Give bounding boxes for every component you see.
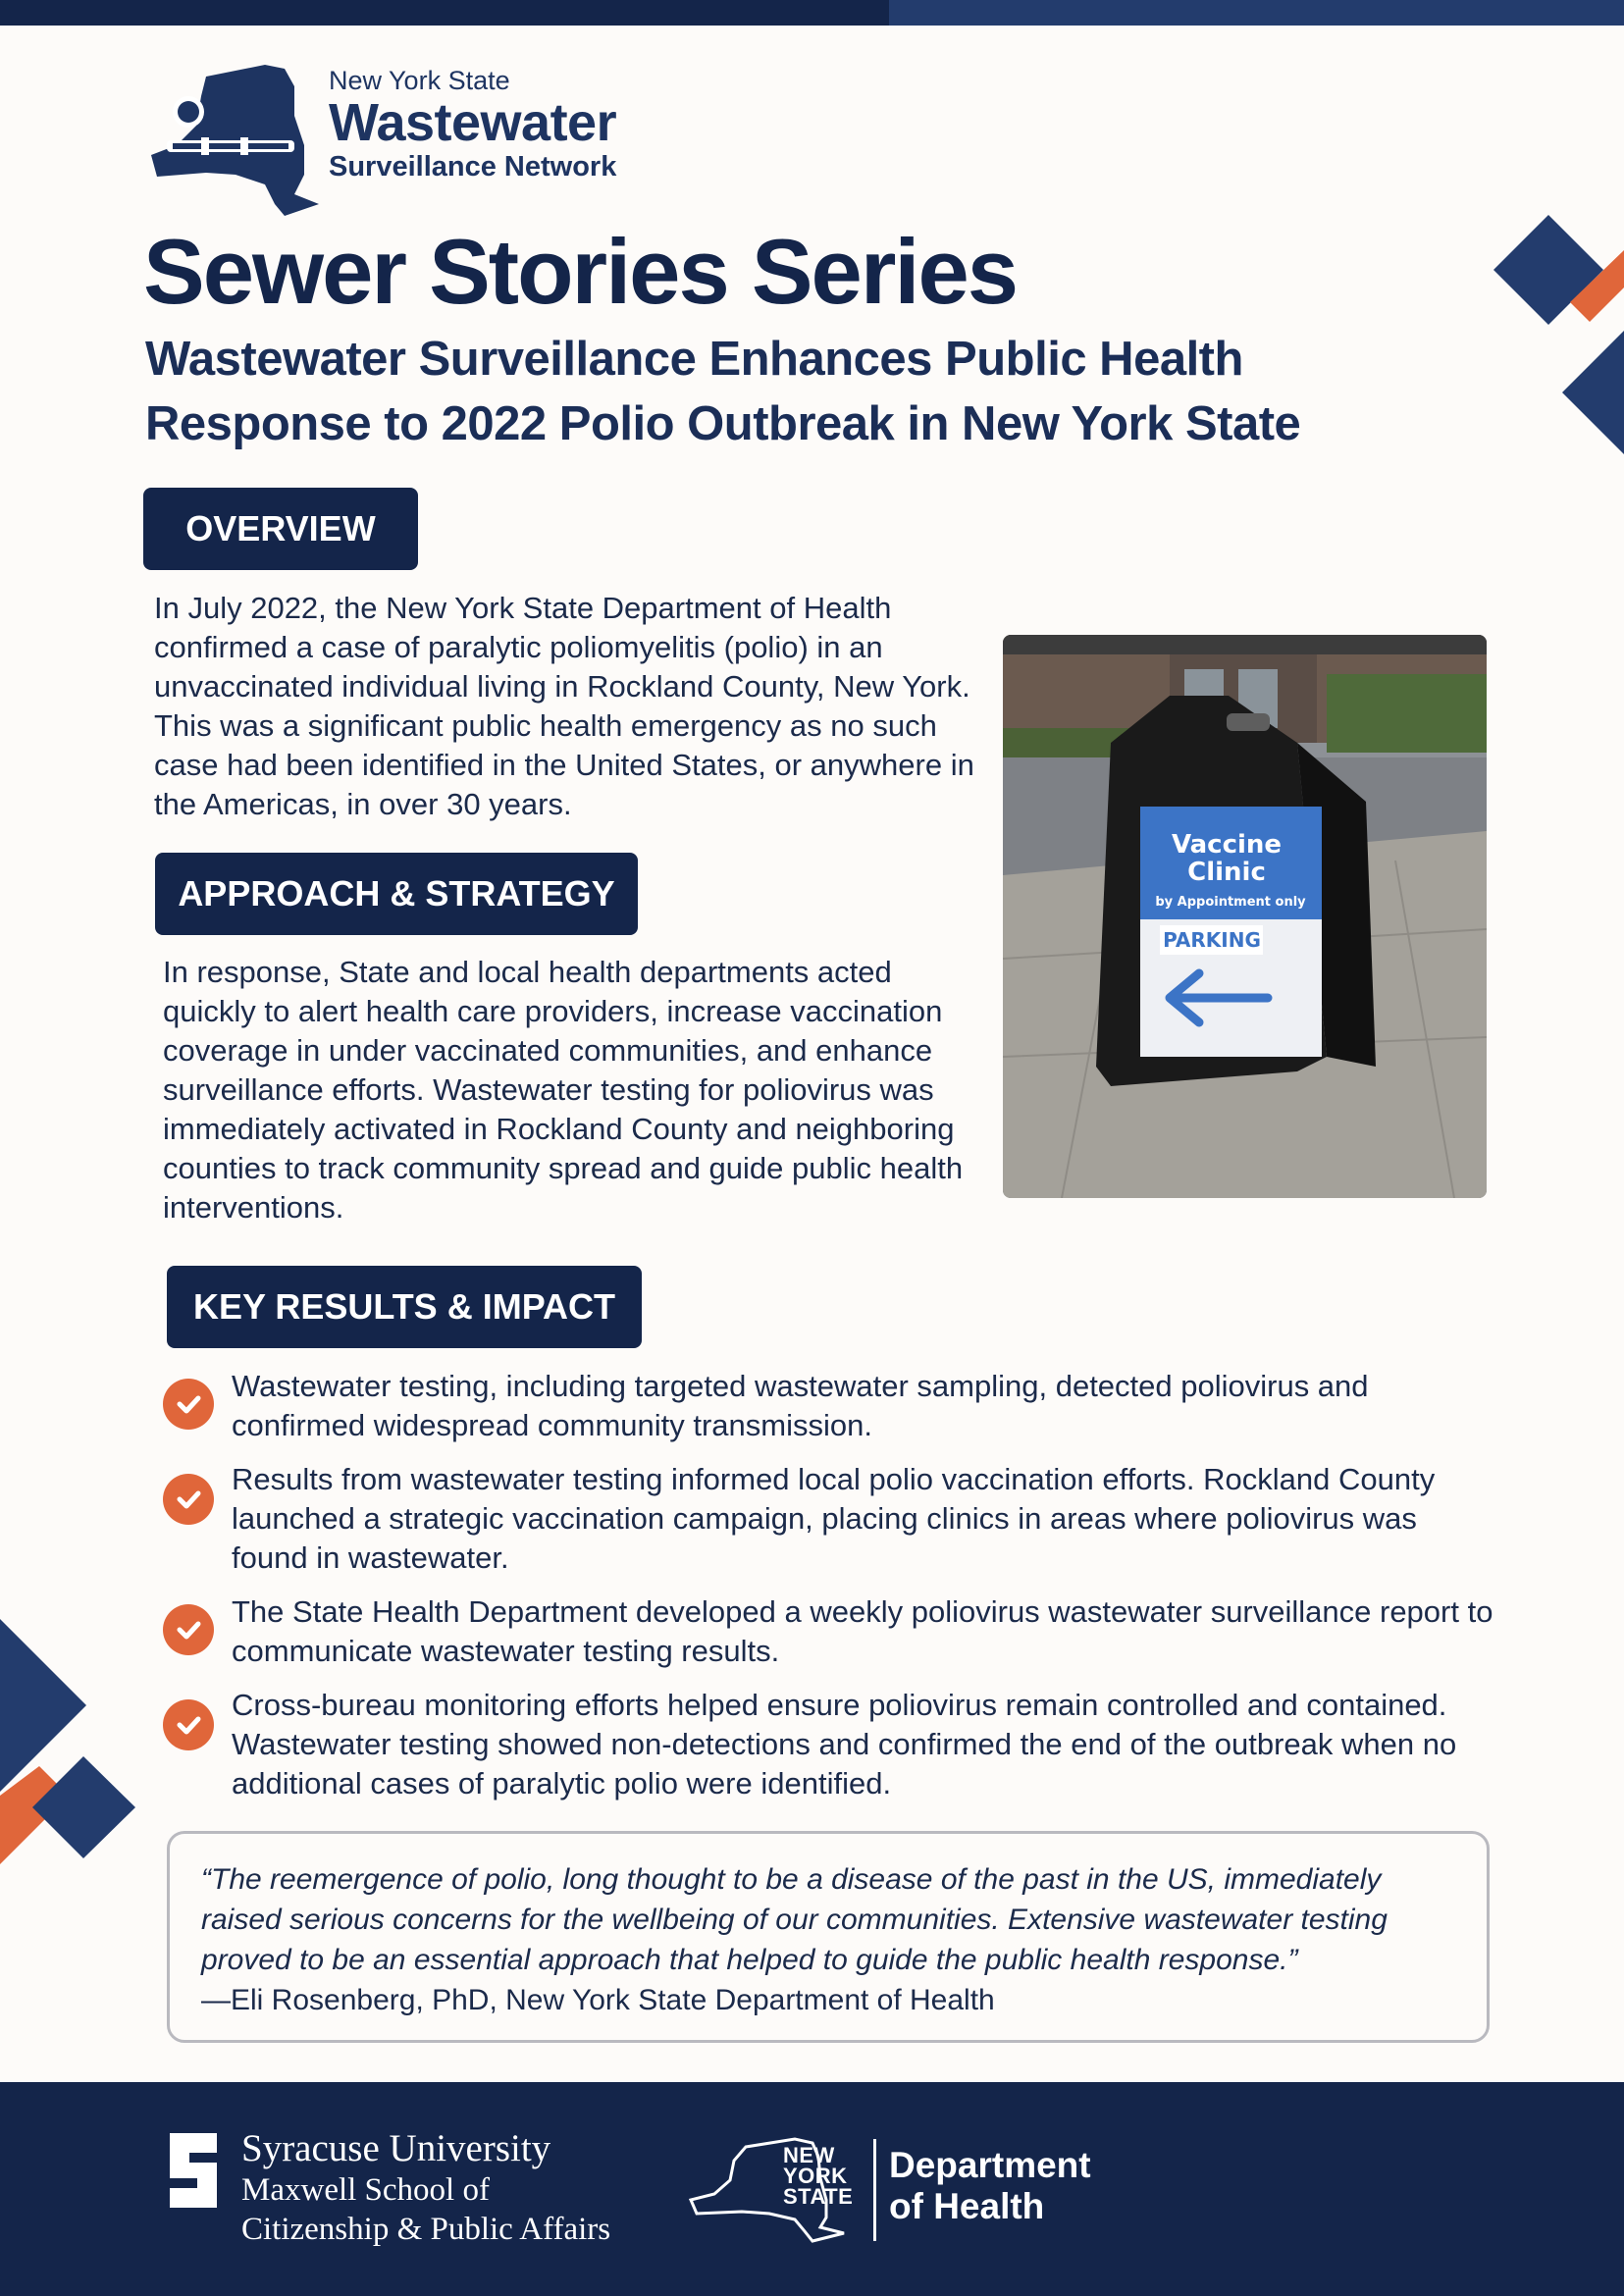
overview-text: In July 2022, the New York State Department of Health confirmed a case of paralytic poliomyelitis (polio) in an unvaccinated individual living in Rockland County, New York. This was a significant public health emergency as no such case had been identified in the United States, or anywhere in the Americas, in over 30 years. xyxy=(154,591,974,821)
page-title: Sewer Stories Series xyxy=(143,220,1018,323)
footer-divider xyxy=(873,2139,876,2241)
overview-heading: OVERVIEW xyxy=(143,488,418,570)
new-york-state-wordmark xyxy=(783,2145,853,2207)
logo-line-1: New York State xyxy=(329,66,510,95)
quote-attribution: —Eli Rosenberg, PhD, New York State Department of Health xyxy=(201,1984,995,2016)
vaccine-clinic-illustration xyxy=(1003,635,1487,1198)
page-subtitle xyxy=(145,327,1421,456)
sign-vaccine-text: Vaccine xyxy=(1171,830,1283,860)
nys-line-3: STATE xyxy=(783,2184,854,2209)
logo-line-2: Wastewater xyxy=(329,93,617,152)
syracuse-maxwell-logo xyxy=(241,2127,610,2249)
doh-line-2: of Health xyxy=(889,2186,1045,2226)
new-york-state-map-icon xyxy=(147,57,334,224)
result-text: Results from wastewater testing informed local polio vaccination efforts. Rockland County launched a strategic vaccination campaign, placing clinics in areas where poliovirus was found in wastewater. xyxy=(232,1462,1436,1575)
results-list xyxy=(163,1367,1497,1818)
list-item xyxy=(163,1592,1497,1671)
subtitle-line-1: Wastewater Surveillance Enhances Public Health xyxy=(145,333,1243,386)
sign-parking-text: PARKING xyxy=(1163,928,1261,952)
su-line-2: Maxwell School of xyxy=(241,2172,490,2208)
list-item xyxy=(163,1460,1497,1578)
approach-heading: APPROACH & STRATEGY xyxy=(155,853,638,935)
check-icon xyxy=(163,1474,214,1525)
check-icon xyxy=(163,1379,214,1430)
list-item xyxy=(163,1367,1497,1445)
top-bar-dark xyxy=(0,0,889,26)
wastewater-network-logo xyxy=(147,57,677,224)
quote-text: “The reemergence of polio, long thought to be a disease of the past in the US, immediately raised serious concerns for the wellbeing of our communities. Extensive wastewater testing proved to be an essential approach that helped to guide the public health response.” xyxy=(201,1863,1388,1976)
su-line-3: Citizenship & Public Affairs xyxy=(241,2212,611,2247)
check-icon xyxy=(163,1699,214,1750)
approach-text: In response, State and local health departments acted quickly to alert health care providers, increase vaccination coverage in under vaccinated communities, and enhance surveillance efforts. Wastewater testing for poliovirus was immediately activated in Rockland County and neighboring counties to track community spread and guide public health interventions. xyxy=(163,955,964,1225)
results-heading: KEY RESULTS & IMPACT xyxy=(167,1266,642,1348)
result-text: Cross-bureau monitoring efforts helped ensure poliovirus remain controlled and contained. Wastewater testing showed non-detections and confirmed the end of the outbreak when no additional cases of paralytic polio were identified. xyxy=(232,1688,1457,1800)
sign-clinic-text: Clinic xyxy=(1187,858,1266,887)
department-of-health-logo xyxy=(889,2145,1091,2227)
list-item xyxy=(163,1686,1497,1803)
sign-appointment-text: by Appointment only xyxy=(1155,895,1306,910)
quote-box xyxy=(167,1831,1490,2043)
decorative-diamonds-top-right xyxy=(1492,211,1624,466)
result-text: The State Health Department developed a weekly poliovirus wastewater surveillance report to communicate wastewater testing results. xyxy=(232,1594,1493,1668)
nys-line-1: NEW xyxy=(783,2143,835,2167)
nys-line-2: YORK xyxy=(783,2164,848,2188)
check-icon xyxy=(163,1604,214,1655)
syracuse-s-logo-icon xyxy=(162,2129,225,2212)
doh-line-1: Department xyxy=(889,2145,1091,2185)
vaccine-clinic-photo xyxy=(1003,635,1487,1198)
top-bar-light xyxy=(889,0,1624,26)
result-text: Wastewater testing, including targeted wastewater sampling, detected poliovirus and confirmed widespread community transmission. xyxy=(232,1369,1369,1442)
subtitle-line-2: Response to 2022 Polio Outbreak in New York State xyxy=(145,397,1301,450)
su-line-1: Syracuse University xyxy=(241,2127,551,2169)
decorative-diamonds-bottom-left xyxy=(0,1619,137,1884)
logo-line-3: Surveillance Network xyxy=(329,151,617,183)
